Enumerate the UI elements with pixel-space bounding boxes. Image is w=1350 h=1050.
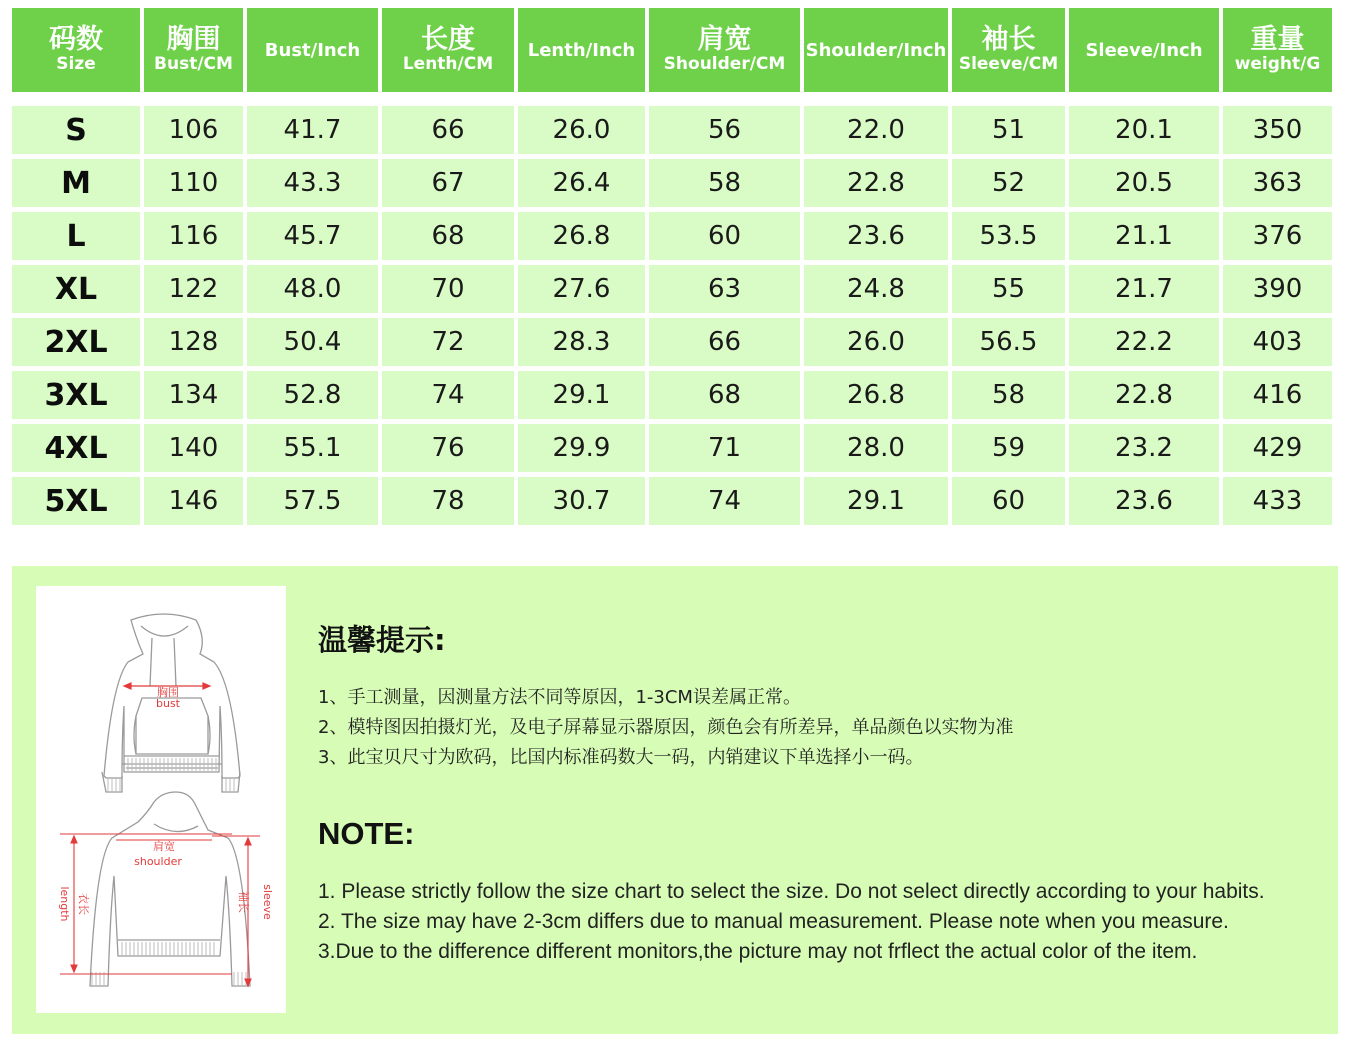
measurement-cell: 74 xyxy=(382,371,514,419)
measurement-cell: 416 xyxy=(1223,371,1332,419)
hoodie-diagram-svg xyxy=(36,586,286,1013)
measurement-cell: 110 xyxy=(144,159,243,207)
measurement-cell: 29.1 xyxy=(804,477,948,525)
header-cell xyxy=(1069,8,1219,92)
measurement-cell: 68 xyxy=(382,212,514,260)
measurement-cell: 57.5 xyxy=(247,477,378,525)
shoulder-zh-label: 肩宽 xyxy=(153,840,175,853)
header-cell xyxy=(804,8,948,92)
header-en-label: Lenth/CM xyxy=(402,54,494,74)
measurement-cell: 58 xyxy=(952,371,1065,419)
measurement-cell: 52.8 xyxy=(247,371,378,419)
hoodie-back-rib-icon xyxy=(92,942,246,986)
size-label-cell: 5XL xyxy=(12,477,140,525)
measurement-cell: 27.6 xyxy=(518,265,645,313)
length-zh-label: 衣长 xyxy=(77,893,90,915)
measurement-cell: 28.0 xyxy=(804,424,948,472)
measurement-cell: 52 xyxy=(952,159,1065,207)
length-en-label: length xyxy=(58,886,71,922)
measurement-cell: 26.0 xyxy=(518,106,645,154)
header-en-label: Size xyxy=(56,54,96,74)
header-zh-label: 重量 xyxy=(1250,24,1305,55)
measurement-cell: 106 xyxy=(144,106,243,154)
size-label-cell: 3XL xyxy=(12,371,140,419)
measurement-cell: 22.8 xyxy=(804,159,948,207)
size-label-cell: 2XL xyxy=(12,318,140,366)
measurement-cell: 26.4 xyxy=(518,159,645,207)
measurement-cell: 134 xyxy=(144,371,243,419)
measurement-cell: 45.7 xyxy=(247,212,378,260)
size-label-cell: L xyxy=(12,212,140,260)
header-en-label: Shoulder/CM xyxy=(663,54,786,74)
header-en-label: Shoulder/Inch xyxy=(805,39,947,61)
measurement-cell: 23.2 xyxy=(1069,424,1219,472)
header-en-label: Sleeve/CM xyxy=(958,54,1059,74)
hoodie-back-icon xyxy=(90,792,250,986)
size-label-cell: 4XL xyxy=(12,424,140,472)
measurement-cell: 116 xyxy=(144,212,243,260)
sleeve-en-label: sleeve xyxy=(261,884,274,920)
measurement-cell: 67 xyxy=(382,159,514,207)
header-cell xyxy=(247,8,378,92)
measurement-cell: 56 xyxy=(649,106,800,154)
measurement-cell: 68 xyxy=(649,371,800,419)
tips-title: 温馨提示: xyxy=(318,623,446,657)
header-zh-label: 袖长 xyxy=(981,24,1036,55)
measurement-cell: 24.8 xyxy=(804,265,948,313)
size-label-cell: S xyxy=(12,106,140,154)
header-cell xyxy=(12,8,140,92)
measurement-cell: 26.0 xyxy=(804,318,948,366)
measurement-cell: 58 xyxy=(649,159,800,207)
measurement-cell: 51 xyxy=(952,106,1065,154)
measurement-cell: 433 xyxy=(1223,477,1332,525)
header-en-label: Bust/CM xyxy=(154,54,233,74)
sleeve-zh-label: 袖长 xyxy=(237,891,250,913)
measurement-cell: 74 xyxy=(649,477,800,525)
measurement-cell: 350 xyxy=(1223,106,1332,154)
measurement-cell: 23.6 xyxy=(1069,477,1219,525)
header-en-label: weight/G xyxy=(1234,54,1321,74)
measurement-cell: 78 xyxy=(382,477,514,525)
measurement-cell: 56.5 xyxy=(952,318,1065,366)
note-item: 2. The size may have 2-3cm differs due to manual measurement. Please note when you measure. xyxy=(318,910,1229,933)
measurement-cell: 50.4 xyxy=(247,318,378,366)
bust-zh-label: 胸围 xyxy=(157,686,179,699)
measurement-cell: 53.5 xyxy=(952,212,1065,260)
measurement-cell: 30.7 xyxy=(518,477,645,525)
header-cell xyxy=(649,8,800,92)
measurement-cell: 390 xyxy=(1223,265,1332,313)
hoodie-measurement-diagram xyxy=(36,586,286,1013)
measurement-cell: 72 xyxy=(382,318,514,366)
header-cell xyxy=(1223,8,1332,92)
header-cell xyxy=(382,8,514,92)
header-en-label: Sleeve/Inch xyxy=(1085,39,1203,61)
measurement-cell: 26.8 xyxy=(804,371,948,419)
measurement-cell: 66 xyxy=(382,106,514,154)
measurement-cell: 22.2 xyxy=(1069,318,1219,366)
measurement-cell: 43.3 xyxy=(247,159,378,207)
bust-en-label: bust xyxy=(156,697,180,710)
measurement-cell: 60 xyxy=(952,477,1065,525)
header-zh-label: 肩宽 xyxy=(697,24,752,55)
measurement-cell: 63 xyxy=(649,265,800,313)
header-en-label: Lenth/Inch xyxy=(527,39,636,61)
header-en-label: Bust/Inch xyxy=(264,39,361,61)
measurement-cell: 22.0 xyxy=(804,106,948,154)
header-zh-label: 长度 xyxy=(421,24,475,55)
header-cell xyxy=(144,8,243,92)
measurement-cell: 146 xyxy=(144,477,243,525)
note-item: 3.Due to the difference different monitors,the picture may not frflect the actual color of the item. xyxy=(318,940,1198,963)
measurement-cell: 22.8 xyxy=(1069,371,1219,419)
note-title: NOTE: xyxy=(318,816,415,851)
measurement-cell: 76 xyxy=(382,424,514,472)
measurement-cell: 23.6 xyxy=(804,212,948,260)
measurement-cell: 29.1 xyxy=(518,371,645,419)
measurement-cell: 363 xyxy=(1223,159,1332,207)
measurement-cell: 29.9 xyxy=(518,424,645,472)
measurement-cell: 59 xyxy=(952,424,1065,472)
measurement-cell: 429 xyxy=(1223,424,1332,472)
hoodie-front-rib-icon xyxy=(108,758,234,792)
measurement-cell: 55 xyxy=(952,265,1065,313)
info-panel xyxy=(12,566,1338,1034)
tips-item: 2、模特图因拍摄灯光，及电子屏幕显示器原因，颜色会有所差异，单品颜色以实物为准 xyxy=(318,717,1014,738)
measurement-cell: 122 xyxy=(144,265,243,313)
measurement-cell: 403 xyxy=(1223,318,1332,366)
tips-item: 3、此宝贝尺寸为欧码，比国内标准码数大一码，内销建议下单选择小一码。 xyxy=(318,747,924,768)
size-label-cell: M xyxy=(12,159,140,207)
measurement-cell: 140 xyxy=(144,424,243,472)
measurement-cell: 26.8 xyxy=(518,212,645,260)
note-list xyxy=(318,877,1265,967)
measurement-cell: 60 xyxy=(649,212,800,260)
shoulder-en-label: shoulder xyxy=(134,855,182,868)
tips-item: 1、手工测量，因测量方法不同等原因，1-3CM误差属正常。 xyxy=(318,687,801,708)
measurement-cell: 21.1 xyxy=(1069,212,1219,260)
measurement-cell: 28.3 xyxy=(518,318,645,366)
measurement-cell: 41.7 xyxy=(247,106,378,154)
size-label-cell: XL xyxy=(12,265,140,313)
measurement-cell: 70 xyxy=(382,265,514,313)
tips-list xyxy=(318,683,1013,773)
header-zh-label: 胸围 xyxy=(166,24,221,55)
measurement-cell: 55.1 xyxy=(247,424,378,472)
measurement-cell: 48.0 xyxy=(247,265,378,313)
measurement-cell: 21.7 xyxy=(1069,265,1219,313)
measurement-cell: 20.5 xyxy=(1069,159,1219,207)
header-zh-label: 码数 xyxy=(49,24,103,55)
measurement-cell: 20.1 xyxy=(1069,106,1219,154)
note-item: 1. Please strictly follow the size chart to select the size. Do not select directly according to your habits. xyxy=(318,880,1265,903)
measurement-cell: 128 xyxy=(144,318,243,366)
measurement-cell: 376 xyxy=(1223,212,1332,260)
measurement-cell: 66 xyxy=(649,318,800,366)
measurement-cell: 71 xyxy=(649,424,800,472)
header-cell xyxy=(518,8,645,92)
header-cell xyxy=(952,8,1065,92)
